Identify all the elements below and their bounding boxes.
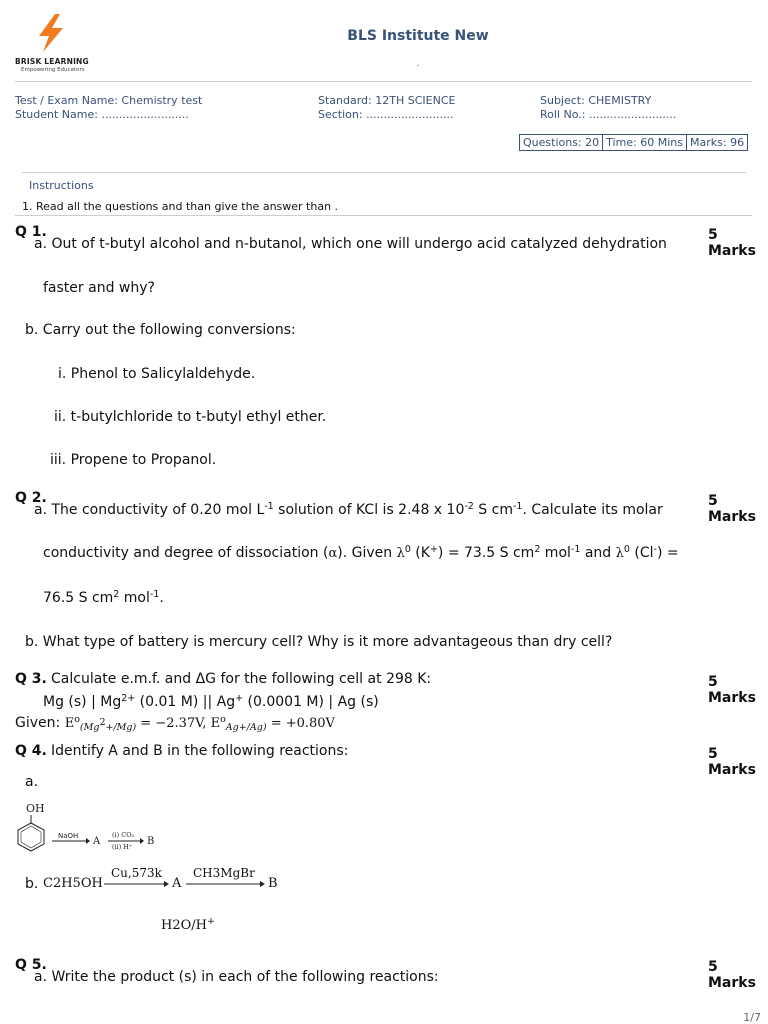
reaction-condition-2: CH3MgBr	[193, 866, 255, 880]
q3-given: Given: $E^o_{(Mg^2+/Mg)} = -2.37V$, $E^o_{Ag+/Ag)} = +0.80V$	[15, 714, 335, 733]
q2-part-b: b. What type of battery is mercury cell? Why is it more advantageous than dry cell?	[25, 634, 613, 650]
q4-text: Identify A and B in the following reactions:	[51, 743, 349, 759]
arrow-3-head	[164, 881, 169, 887]
q1-part-b-i: i. Phenol to Salicylaldehyde.	[58, 366, 256, 382]
marks-value: 5	[708, 674, 718, 690]
institute-name: BLS Institute New	[347, 28, 489, 44]
q3-cell-notation: Mg (s) | $Mg^{2+}$ (0.01 M) || Ag+ (0.0001 M) | Ag (s)	[43, 693, 379, 710]
question-number: Q 3.	[15, 671, 47, 687]
student-name: Student Name: .........................	[15, 108, 189, 121]
product-b: B	[147, 836, 155, 847]
marks-word: Marks	[708, 243, 756, 259]
product-a: A	[93, 836, 101, 847]
question-marks	[708, 746, 768, 778]
q2-part-a-line3: 76.5 S $cm^2$ mol$^{-1}$.	[43, 589, 164, 606]
marks-word: Marks	[708, 762, 756, 778]
hydroxyl-label: OH	[26, 802, 45, 815]
marks-word: Marks	[708, 975, 756, 991]
logo-name: BRISK LEARNING	[15, 57, 89, 66]
q5-part-a: a. Write the product (s) in each of the following reactions:	[34, 969, 439, 985]
header-divider	[15, 81, 752, 82]
product-b-text: B	[268, 876, 278, 891]
marks-value: 5	[708, 959, 718, 975]
question-number: Q 2.	[15, 490, 47, 506]
q1-part-a-line2: faster and why?	[43, 280, 155, 296]
instructions-bottom-divider	[15, 215, 752, 216]
arrow-2-head	[140, 838, 144, 844]
question-number: Q 5.	[15, 957, 47, 973]
q4-part-b-label: b.	[25, 876, 39, 892]
marks-word: Marks	[708, 509, 756, 525]
time-limit: Time: 60 Mins	[603, 135, 687, 150]
marks-value: 5	[708, 746, 718, 762]
question-marks	[708, 674, 768, 706]
q1-part-b: b. Carry out the following conversions:	[25, 322, 296, 338]
instructions-top-divider	[22, 172, 746, 173]
ethanol-reactant: C2H5OH	[43, 876, 103, 891]
arrow-3	[104, 880, 170, 888]
institute-subtitle: .	[416, 58, 420, 69]
total-marks: Marks: 96	[690, 136, 745, 149]
marks-word: Marks	[708, 690, 756, 706]
intermediate-a: A	[172, 876, 182, 891]
q1-part-b-ii: ii. t-butylchloride to t-butyl ethyl ether.	[54, 409, 327, 425]
q2-part-a-line1: a. The conductivity of 0.20 mol $L^{-1}$ solution of KCl is 2.48 x $10^{-2}$ S $cm^{-1}$. Calculate its molar	[34, 501, 663, 518]
roll-no: Roll No.: .........................	[540, 108, 677, 121]
subject: Subject: CHEMISTRY	[540, 94, 652, 107]
phenol-reaction-scheme	[12, 798, 162, 862]
reaction-condition-1: Cu,573k	[111, 866, 162, 880]
instruction-item: 1. Read all the questions and than give the answer than .	[22, 200, 339, 213]
co2-label: (i) CO₂	[112, 831, 135, 839]
standard: Standard: 12TH SCIENCE	[318, 94, 456, 107]
question-number: Q 1.	[15, 224, 47, 240]
page-number: 1/7	[743, 1011, 761, 1024]
logo-tagline: Empowering Educators	[21, 67, 85, 73]
q3-text: Calculate e.m.f. and ΔG for the following cell at 298 K:	[51, 671, 432, 687]
acid-label: (ii) H⁺	[112, 843, 133, 851]
q1-part-a-line1: a. Out of t-butyl alcohol and n-butanol, which one will undergo acid catalyzed dehydration	[34, 236, 667, 252]
naoh-label: NaOH	[58, 832, 79, 840]
question-marks	[708, 493, 768, 525]
instructions-heading: Instructions	[29, 179, 94, 192]
exam-stats-box	[519, 134, 748, 151]
question-number: Q 4.	[15, 743, 47, 759]
benzene-inner-ring	[21, 826, 41, 848]
marks-value: 5	[708, 227, 718, 243]
marks-value: 5	[708, 493, 718, 509]
questions-count: Questions: 20	[520, 135, 603, 150]
test-name: Test / Exam Name: Chemistry test	[15, 94, 203, 107]
question-marks	[708, 959, 768, 991]
arrow-4-head	[260, 881, 265, 887]
arrow-4	[186, 880, 266, 888]
question-marks	[708, 227, 768, 259]
benzene-ring	[18, 823, 44, 851]
section: Section: .........................	[318, 108, 454, 121]
q2-part-a-line2: conductivity and degree of dissociation (α). Given $\lambda^0$ (K+) = 73.5 S $cm^2$ mol$^{-1}$ and $\lambda^0$ (Cl-) =	[43, 544, 679, 561]
q4-part-a: a.	[25, 774, 39, 790]
reaction-condition-3: H2O/H+	[161, 916, 215, 933]
q1-part-b-iii: iii. Propene to Propanol.	[50, 452, 217, 468]
arrow-1-head	[86, 838, 90, 844]
